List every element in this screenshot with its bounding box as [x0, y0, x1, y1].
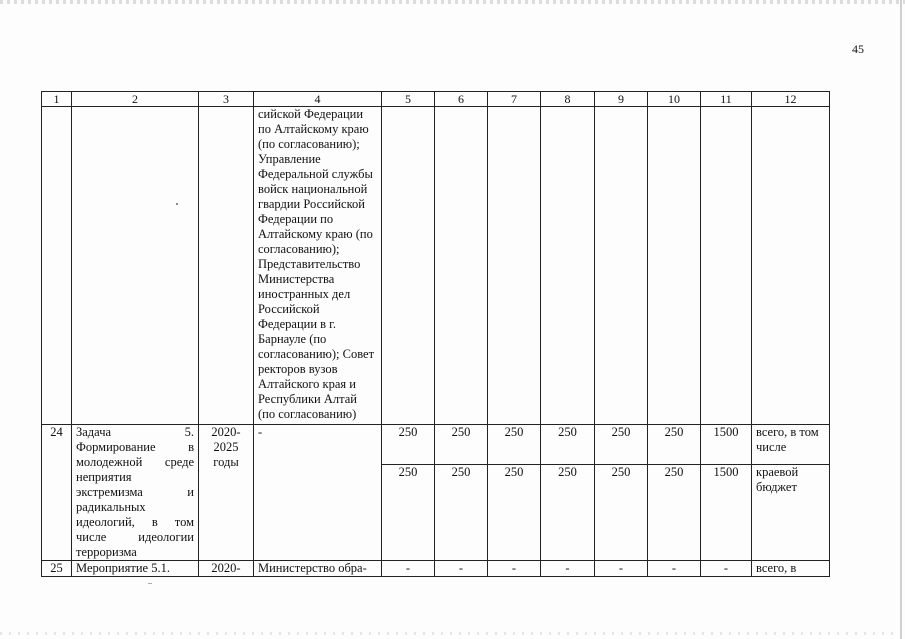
value-cell: - — [382, 561, 435, 577]
value-cell: 250 — [382, 425, 435, 465]
value-cell: - — [435, 561, 488, 577]
table-cell — [42, 107, 72, 425]
value-cell: - — [488, 561, 541, 577]
column-number: 6 — [435, 92, 488, 107]
period: 2020-2025 годы — [199, 425, 254, 561]
value-cell: - — [595, 561, 648, 577]
column-number: 2 — [72, 92, 199, 107]
value-cell: 250 — [435, 464, 488, 560]
value-cell: - — [701, 561, 752, 577]
executor: - — [254, 425, 382, 561]
period: 2020- — [199, 561, 254, 577]
table-row — [42, 425, 830, 465]
scan-edge-bottom — [0, 632, 905, 635]
value-cell: 1500 — [701, 464, 752, 560]
column-numbers-row — [42, 92, 830, 107]
table-cell — [435, 107, 488, 425]
column-number: 1 — [42, 92, 72, 107]
column-number: 10 — [648, 92, 701, 107]
table-row — [42, 107, 830, 425]
page-number: 45 — [852, 42, 864, 56]
value-cell: 250 — [595, 464, 648, 560]
table-cell — [595, 107, 648, 425]
task-name: Мероприятие 5.1. — [72, 561, 199, 577]
value-cell: 250 — [648, 425, 701, 465]
scan-speck — [148, 583, 152, 584]
column-number: 8 — [541, 92, 595, 107]
column-number: 12 — [752, 92, 830, 107]
table-cell — [541, 107, 595, 425]
value-cell: 250 — [435, 425, 488, 465]
value-cell: 1500 — [701, 425, 752, 465]
table-cell — [488, 107, 541, 425]
table-cell — [382, 107, 435, 425]
table-cell — [199, 107, 254, 425]
column-number: 9 — [595, 92, 648, 107]
funding-source: всего, в том числе — [752, 425, 830, 465]
table-cell — [701, 107, 752, 425]
column-number: 5 — [382, 92, 435, 107]
scan-edge-right — [900, 0, 902, 639]
funding-source: всего, в — [752, 561, 830, 577]
executors-cell: сийской Федерации по Алтайскому краю (по согласованию); Управление Федеральной службы войск национальной гвардии Российской Федерации по Алтайскому краю (по согласованию); Представительство Министерства иностранных дел Российской Федерации в г. Барнауле (по согласованию); Совет ректоров вузов Алтайского края и Республики Алтай (по согласованию) — [254, 107, 382, 425]
value-cell: 250 — [488, 464, 541, 560]
value-cell: 250 — [488, 425, 541, 465]
row-number: 25 — [42, 561, 72, 577]
table-row — [42, 561, 830, 577]
value-cell: 250 — [648, 464, 701, 560]
row-number: 24 — [42, 425, 72, 561]
scan-edge-top — [0, 0, 905, 4]
value-cell: - — [541, 561, 595, 577]
value-cell: - — [648, 561, 701, 577]
program-table — [41, 91, 830, 577]
column-number: 7 — [488, 92, 541, 107]
column-number: 4 — [254, 92, 382, 107]
column-number: 11 — [701, 92, 752, 107]
column-number: 3 — [199, 92, 254, 107]
value-cell: 250 — [595, 425, 648, 465]
table-cell — [752, 107, 830, 425]
value-cell: 250 — [382, 464, 435, 560]
table-cell — [72, 107, 199, 425]
value-cell: 250 — [541, 464, 595, 560]
task-name: Задача 5. Формирование в молодежной среде неприятия экстремизма и радикальных идеологий, в том числе идеологии терроризма — [72, 425, 199, 561]
funding-source: краевой бюджет — [752, 464, 830, 560]
table-cell — [648, 107, 701, 425]
value-cell: 250 — [541, 425, 595, 465]
executor: Министерство обра- — [254, 561, 382, 577]
